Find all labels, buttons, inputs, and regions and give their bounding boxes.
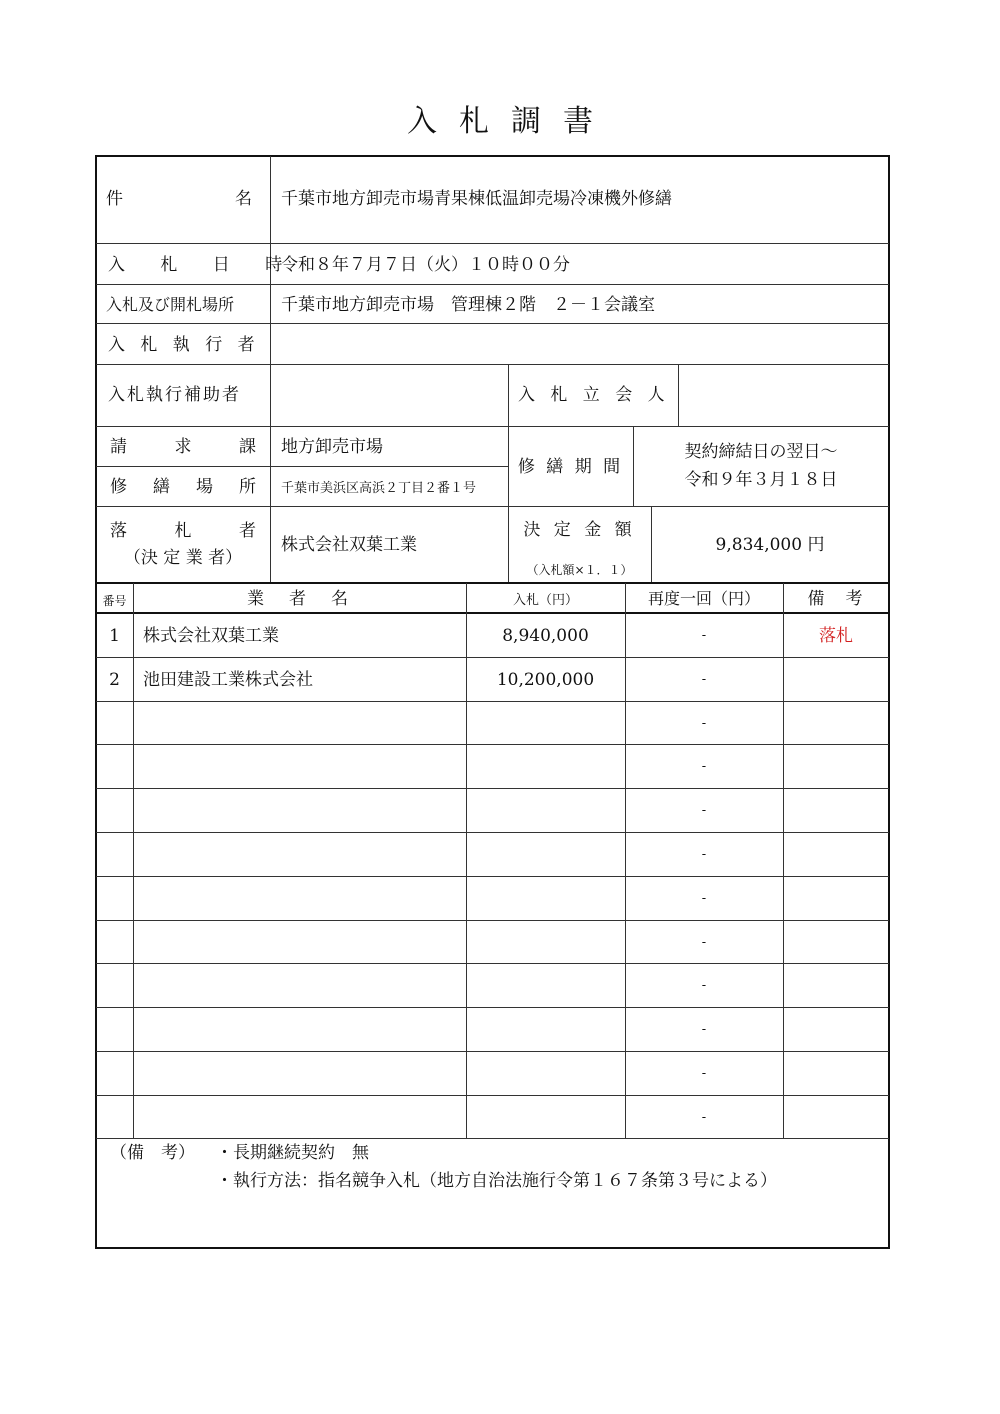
header-no: 番号 <box>102 594 127 608</box>
kenmei-value: 千葉市地方卸売市場青果棟低温卸売場冷凍機外修繕 <box>281 189 672 209</box>
shuzen-kikan-line2: 令和９年３月１８日 <box>684 470 838 490</box>
page-title: 入札調書 <box>407 104 615 139</box>
notes-line-1: ・長期継続契約 無 <box>216 1143 369 1163</box>
bid-record-form <box>95 155 890 1249</box>
row-divider <box>96 284 889 285</box>
notes-line-2: ・執行方法：指名競争入札（地方自治法施行令第１６７条第３号による） <box>216 1171 777 1191</box>
table-row-divider <box>96 920 889 921</box>
table-row-divider <box>96 832 889 833</box>
basho-value: 千葉市地方卸売市場 管理棟２階 ２－１会議室 <box>281 295 655 315</box>
seikyuka-value: 地方卸売市場 <box>281 437 383 457</box>
table-row-divider <box>96 744 889 745</box>
header-bid: 入札（円） <box>512 593 578 608</box>
shuzen-kikan-line1: 契約締結日の翌日～ <box>684 442 838 462</box>
table-cell-rebid: - <box>701 759 707 774</box>
table-cell-rebid: - <box>701 716 707 731</box>
kettei-kingaku-sublabel: （入札額×１．１） <box>526 563 633 577</box>
col-divider <box>678 364 679 426</box>
table-cell-name: 株式会社双葉工業 <box>143 626 279 646</box>
table-row-divider <box>96 1095 889 1096</box>
col-divider <box>633 426 634 506</box>
table-row-divider <box>96 657 889 658</box>
row-divider <box>96 466 508 467</box>
table-row-divider <box>96 963 889 964</box>
rakusatsusha-label: 落 札 者 <box>110 521 256 541</box>
kettei-kingaku-value: 9,834,000 円 <box>715 535 825 555</box>
row-divider <box>96 323 889 324</box>
table-cell-rebid: - <box>701 847 707 862</box>
table-cell-rebid: - <box>701 1066 707 1081</box>
table-row-divider <box>96 1051 889 1052</box>
nyusatsu-nichiji-value: 令和８年７月７日（火）１０時００分 <box>281 255 570 275</box>
kenmei-label: 件 名 <box>106 189 252 209</box>
hojosha-label: 入札執行補助者 <box>108 385 241 405</box>
shuzen-basho-label: 修 繕 場 所 <box>110 477 256 497</box>
kettei-kingaku-label: 決 定 金 額 <box>523 520 636 540</box>
row-divider <box>96 243 889 244</box>
shikkousha-label: 入 札 執 行 者 <box>108 335 260 355</box>
header-remarks: 備 考 <box>807 589 865 609</box>
table-cell-remarks: 落札 <box>819 626 853 646</box>
table-cell-rebid: - <box>701 935 707 950</box>
col-divider-no <box>133 583 134 1139</box>
table-cell-no: 2 <box>109 670 120 690</box>
row-divider <box>96 506 889 507</box>
table-cell-rebid: - <box>701 891 707 906</box>
table-cell-no: 1 <box>109 626 120 646</box>
label-column-divider <box>270 156 271 583</box>
table-cell-rebid: - <box>701 978 707 993</box>
table-row-divider <box>96 1007 889 1008</box>
table-cell-rebid: - <box>701 628 707 643</box>
shuzen-kikan-label: 修 繕 期 間 <box>517 457 624 477</box>
table-cell-rebid: - <box>701 672 707 687</box>
header-name: 業 者 名 <box>247 589 352 609</box>
row-divider <box>96 364 889 365</box>
col-divider-name <box>466 583 467 1139</box>
col-divider-rebid <box>783 583 784 1139</box>
notes-divider <box>96 1138 889 1139</box>
table-cell-rebid: - <box>701 1022 707 1037</box>
tachiainin-label: 入 札 立 会 人 <box>518 385 670 405</box>
table-cell-rebid: - <box>701 803 707 818</box>
row-divider <box>96 426 889 427</box>
shuzen-basho-value: 千葉市美浜区高浜２丁目２番１号 <box>281 481 477 496</box>
table-row-divider <box>96 701 889 702</box>
notes-label: （備 考） <box>110 1143 195 1163</box>
section-divider <box>96 582 889 584</box>
table-cell-rebid: - <box>701 1110 707 1125</box>
nyusatsu-nichiji-label: 入 札 日 時 <box>108 255 298 275</box>
table-cell-bid: 8,940,000 <box>502 626 589 646</box>
table-cell-bid: 10,200,000 <box>496 670 595 690</box>
seikyuka-label: 請 求 課 <box>110 437 256 457</box>
rakusatsusha-value: 株式会社双葉工業 <box>281 535 417 555</box>
rakusatsusha-sublabel: （決 定 業 者） <box>123 548 243 568</box>
table-row-divider <box>96 788 889 789</box>
basho-label: 入札及び開札場所 <box>106 295 235 314</box>
table-header-divider <box>96 612 889 614</box>
header-rebid: 再度一回（円） <box>647 589 760 608</box>
table-row-divider <box>96 876 889 877</box>
table-cell-name: 池田建設工業株式会社 <box>143 670 313 690</box>
